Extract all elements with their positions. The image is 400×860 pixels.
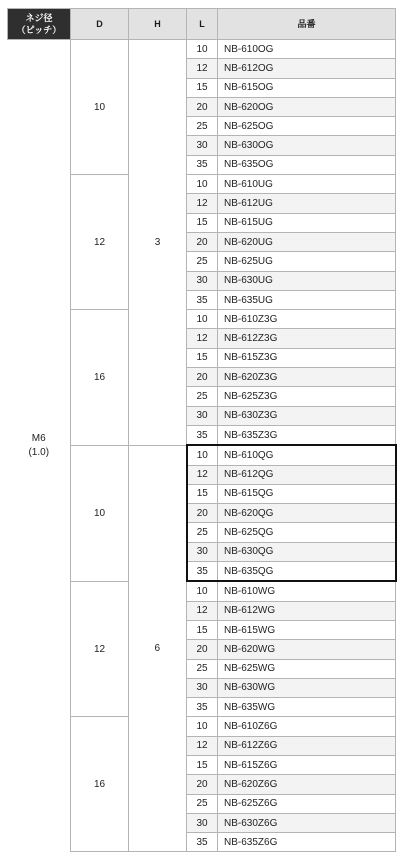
part-number-cell: NB-612Z6G — [218, 736, 396, 755]
part-number-cell: NB-630Z6G — [218, 813, 396, 832]
part-number-cell: NB-635QG — [218, 562, 396, 582]
l-value-cell: 15 — [187, 484, 218, 503]
l-value-cell: 30 — [187, 406, 218, 425]
header-d: D — [71, 9, 129, 40]
part-number-cell: NB-635Z6G — [218, 833, 396, 852]
l-value-cell: 30 — [187, 136, 218, 155]
part-number-cell: NB-615WG — [218, 620, 396, 639]
part-number-cell: NB-615OG — [218, 78, 396, 97]
part-number-cell: NB-615Z6G — [218, 755, 396, 774]
l-value-cell: 25 — [187, 252, 218, 271]
l-value-cell: 10 — [187, 581, 218, 601]
part-number-cell: NB-625UG — [218, 252, 396, 271]
part-number-cell: NB-610UG — [218, 175, 396, 194]
part-number-cell: NB-610QG — [218, 445, 396, 465]
part-number-cell: NB-612OG — [218, 59, 396, 78]
l-value-cell: 12 — [187, 601, 218, 620]
thread-pitch: (1.0) — [28, 446, 50, 458]
d-value-cell: 16 — [71, 717, 129, 852]
header-part-number: 品番 — [218, 9, 396, 40]
l-value-cell: 25 — [187, 659, 218, 678]
part-number-cell: NB-620QG — [218, 504, 396, 523]
l-value-cell: 15 — [187, 348, 218, 367]
l-value-cell: 35 — [187, 698, 218, 717]
l-value-cell: 25 — [187, 117, 218, 136]
part-number-cell: NB-625Z6G — [218, 794, 396, 813]
l-value-cell: 25 — [187, 523, 218, 542]
l-value-cell: 25 — [187, 794, 218, 813]
h-value-cell: 3 — [129, 40, 187, 446]
part-number-cell: NB-612WG — [218, 601, 396, 620]
part-number-cell: NB-630UG — [218, 271, 396, 290]
l-value-cell: 35 — [187, 290, 218, 309]
part-number-cell: NB-620Z3G — [218, 368, 396, 387]
part-number-cell: NB-635OG — [218, 155, 396, 174]
d-value-cell: 12 — [71, 175, 129, 310]
part-number-cell: NB-635WG — [218, 698, 396, 717]
part-number-cell: NB-612Z3G — [218, 329, 396, 348]
l-value-cell: 15 — [187, 78, 218, 97]
header-thread-size — [8, 9, 71, 40]
l-value-cell: 12 — [187, 194, 218, 213]
part-number-cell: NB-610WG — [218, 581, 396, 601]
part-number-cell: NB-625WG — [218, 659, 396, 678]
l-value-cell: 30 — [187, 271, 218, 290]
part-number-cell: NB-635Z3G — [218, 425, 396, 445]
l-value-cell: 10 — [187, 175, 218, 194]
table-row — [8, 40, 396, 59]
part-number-cell: NB-635UG — [218, 290, 396, 309]
d-value-cell: 12 — [71, 581, 129, 717]
part-number-cell: NB-625OG — [218, 117, 396, 136]
l-value-cell: 12 — [187, 59, 218, 78]
part-number-cell: NB-610Z6G — [218, 717, 396, 736]
table-body — [8, 40, 396, 852]
part-number-cell: NB-612QG — [218, 465, 396, 484]
l-value-cell: 15 — [187, 213, 218, 232]
part-number-cell: NB-610OG — [218, 40, 396, 59]
part-number-cell: NB-630Z3G — [218, 406, 396, 425]
l-value-cell: 15 — [187, 755, 218, 774]
d-value-cell: 10 — [71, 445, 129, 581]
header-l: L — [187, 9, 218, 40]
l-value-cell: 30 — [187, 542, 218, 561]
l-value-cell: 25 — [187, 387, 218, 406]
part-number-cell: NB-612UG — [218, 194, 396, 213]
header-thread-label: ネジ径 — [25, 13, 53, 23]
header-pitch-label: （ピッチ） — [16, 25, 62, 35]
l-value-cell: 12 — [187, 736, 218, 755]
l-value-cell: 10 — [187, 445, 218, 465]
part-number-cell: NB-615QG — [218, 484, 396, 503]
l-value-cell: 20 — [187, 640, 218, 659]
d-value-cell: 16 — [71, 310, 129, 446]
l-value-cell: 20 — [187, 775, 218, 794]
spec-table — [7, 8, 397, 852]
h-value-cell: 6 — [129, 445, 187, 852]
thread-size-cell — [8, 40, 71, 852]
part-number-cell: NB-630OG — [218, 136, 396, 155]
part-number-cell: NB-620WG — [218, 640, 396, 659]
part-number-cell: NB-630QG — [218, 542, 396, 561]
part-number-cell: NB-615UG — [218, 213, 396, 232]
l-value-cell: 30 — [187, 678, 218, 697]
part-number-cell: NB-620OG — [218, 97, 396, 116]
l-value-cell: 10 — [187, 310, 218, 329]
l-value-cell: 12 — [187, 465, 218, 484]
part-number-cell: NB-625Z3G — [218, 387, 396, 406]
part-number-cell: NB-610Z3G — [218, 310, 396, 329]
l-value-cell: 30 — [187, 813, 218, 832]
part-number-cell: NB-620UG — [218, 232, 396, 251]
part-number-cell: NB-620Z6G — [218, 775, 396, 794]
header-h: H — [129, 9, 187, 40]
d-value-cell: 10 — [71, 40, 129, 175]
part-number-cell: NB-615Z3G — [218, 348, 396, 367]
table-header-row — [8, 9, 396, 40]
l-value-cell: 12 — [187, 329, 218, 348]
part-number-cell: NB-630WG — [218, 678, 396, 697]
l-value-cell: 10 — [187, 717, 218, 736]
thread-size: M6 — [31, 432, 46, 444]
part-number-cell: NB-625QG — [218, 523, 396, 542]
l-value-cell: 35 — [187, 155, 218, 174]
l-value-cell: 35 — [187, 562, 218, 582]
l-value-cell: 35 — [187, 833, 218, 852]
l-value-cell: 10 — [187, 40, 218, 59]
l-value-cell: 20 — [187, 97, 218, 116]
l-value-cell: 20 — [187, 232, 218, 251]
l-value-cell: 35 — [187, 425, 218, 445]
l-value-cell: 15 — [187, 620, 218, 639]
l-value-cell: 20 — [187, 368, 218, 387]
l-value-cell: 20 — [187, 504, 218, 523]
